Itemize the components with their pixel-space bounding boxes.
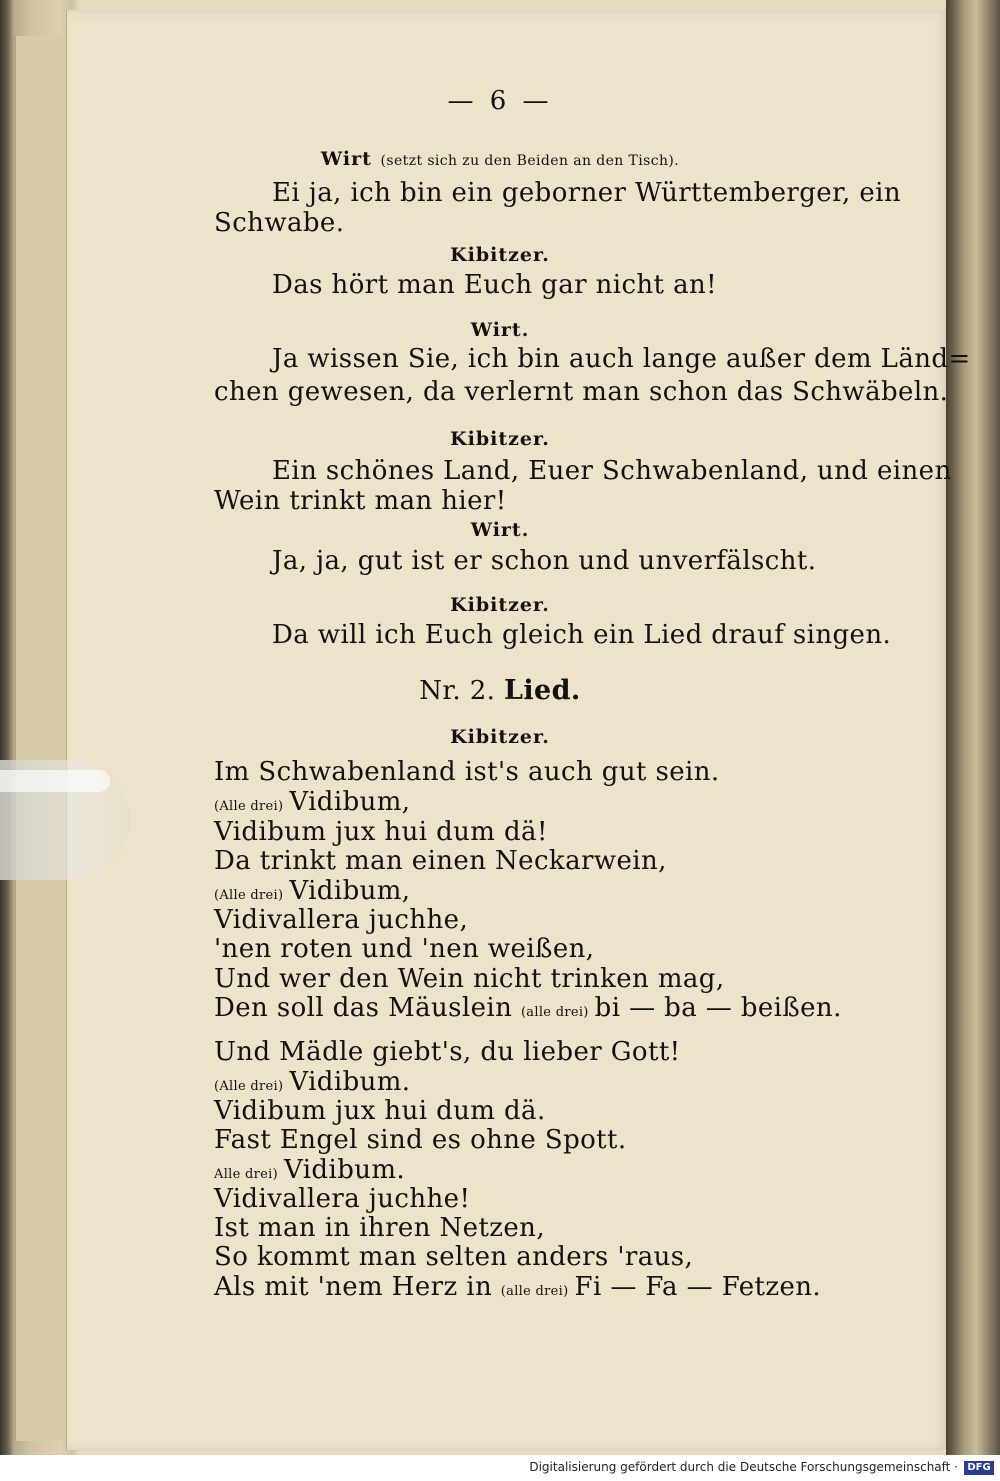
speech-line: Schwabe. [214, 208, 345, 238]
verse-text: Vidibum, [289, 876, 411, 906]
verse-text: Vidibum jux hui dum dä! [214, 817, 548, 847]
verse-text: 'nen roten und 'nen weißen, [214, 934, 595, 964]
speaker-heading: Wirt. [470, 519, 530, 541]
stage-direction [0, 142, 1000, 176]
chorus-cue: (Alle drei) [214, 1079, 284, 1094]
verse-text: So kommt man selten anders 'raus, [214, 1242, 694, 1272]
page-number: — 6 — [447, 86, 553, 116]
verse-text: Fi — Fa — Fetzen. [574, 1272, 822, 1302]
verse-line [214, 1125, 627, 1155]
verse-text: Vidibum. [289, 1067, 411, 1097]
chorus-cue: (alle drei) [520, 1005, 589, 1020]
digitization-footer [0, 1455, 1000, 1481]
speech-line: Das hört man Euch gar nicht an! [272, 270, 717, 300]
speaker-heading: Kibitzer. [450, 244, 550, 266]
verse-text: Vidibum, [289, 787, 411, 817]
verse-text: Und wer den Wein nicht trinken mag, [214, 964, 725, 994]
song-title: Lied. [504, 675, 581, 706]
verse-line [214, 1096, 546, 1126]
song-number: Nr. 2. [419, 676, 496, 706]
speaker-name: Wirt [320, 148, 372, 170]
verse-line [214, 993, 842, 1028]
song-heading [0, 676, 1000, 706]
verse-text: Vidivallera juchhe! [214, 1184, 471, 1214]
verse-line [214, 1272, 821, 1307]
chorus-cue: Alle drei) [214, 1167, 278, 1182]
verse-text: Im Schwabenland ist's auch gut sein. [214, 757, 720, 787]
verse-line [214, 934, 594, 964]
speech-line: Wein trinkt man hier! [214, 486, 507, 516]
speech-line: Ein schönes Land, Euer Schwabenland, und einen [272, 456, 952, 486]
verse-line [214, 1184, 470, 1214]
speech-line: Ei ja, ich bin ein geborner Württemberger, ein [272, 178, 902, 208]
funding-credit: Digitalisierung gefördert durch die Deutsche Forschungsgemeinschaft · [529, 1460, 958, 1474]
chorus-cue: (alle drei) [500, 1284, 569, 1299]
chorus-cue: (Alle drei) [214, 888, 284, 903]
verse-text: Und Mädle giebt's, du lieber Gott! [214, 1037, 681, 1067]
verse-line [214, 757, 720, 787]
verse-text: Als mit 'nem Herz in [214, 1272, 493, 1302]
speaker-heading: Wirt. [470, 319, 530, 341]
speech-line: chen gewesen, da verlernt man schon das Schwäbeln. [214, 377, 949, 407]
verse-line [214, 1037, 681, 1067]
speaker-heading: Kibitzer. [450, 726, 550, 748]
verse-line [214, 905, 468, 935]
dfg-logo: DFG [964, 1461, 994, 1475]
verse-line [214, 1242, 693, 1272]
verse-line [214, 846, 667, 876]
verse-line [214, 1213, 545, 1243]
page-clip-highlight [0, 770, 110, 792]
verse-line [214, 817, 548, 847]
verse-text: Den soll das Mäuslein [214, 993, 513, 1023]
verse-line [214, 964, 725, 994]
verse-text: bi — ba — beißen. [594, 993, 842, 1023]
verse-text: Vidibum. [284, 1155, 406, 1185]
speech-line: Ja wissen Sie, ich bin auch lange außer dem Länd= [272, 344, 971, 374]
verse-text: Vidivallera juchhe, [214, 905, 469, 935]
stage-direction-text: (setzt sich zu den Beiden an den Tisch). [380, 153, 680, 169]
speech-line: Da will ich Euch gleich ein Lied drauf singen. [272, 620, 892, 650]
speaker-heading: Kibitzer. [450, 428, 550, 450]
verse-text: Da trinkt man einen Neckarwein, [214, 846, 667, 876]
verse-text: Vidibum jux hui dum dä. [214, 1096, 546, 1126]
chorus-cue: (Alle drei) [214, 799, 284, 814]
speaker-heading: Kibitzer. [450, 594, 550, 616]
verse-text: Fast Engel sind es ohne Spott. [214, 1125, 627, 1155]
speech-line: Ja, ja, gut ist er schon und unverfälscht. [272, 546, 817, 576]
verse-text: Ist man in ihren Netzen, [214, 1213, 545, 1243]
